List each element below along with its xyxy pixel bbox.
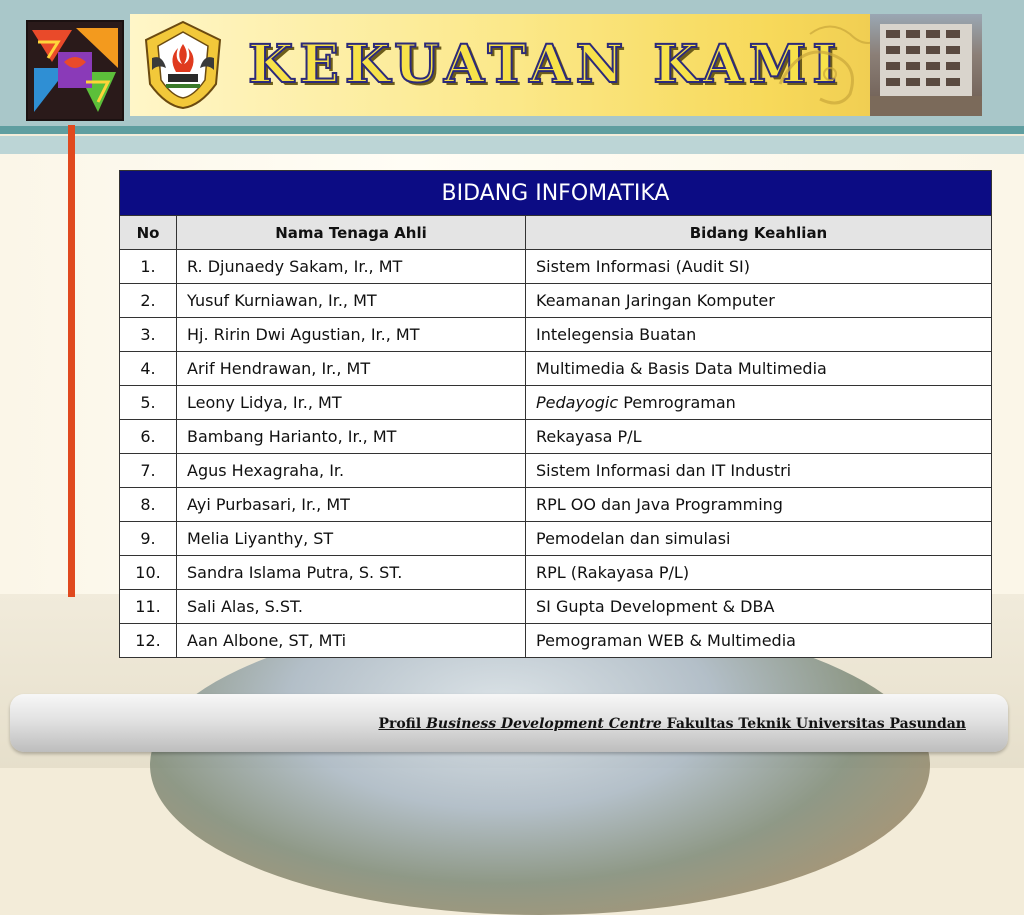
campus-building-photo (870, 14, 982, 116)
expert-name: Arif Hendrawan, Ir., MT (177, 352, 526, 386)
expertise-field: RPL OO dan Java Programming (526, 488, 992, 522)
table-title: BIDANG INFOMATIKA (120, 171, 992, 216)
expertise-field-rest: Pemrograman (618, 393, 736, 412)
page-title: KEKUATAN KAMI (248, 34, 843, 95)
column-header-no: No (120, 216, 177, 250)
table-row (120, 250, 992, 284)
experts-table (119, 170, 991, 658)
header-divider-light (0, 136, 1024, 154)
expert-name: Hj. Ririn Dwi Agustian, Ir., MT (177, 318, 526, 352)
expert-name: Sandra Islama Putra, S. ST. (177, 556, 526, 590)
expertise-field: SI Gupta Development & DBA (526, 590, 992, 624)
expert-name: Yusuf Kurniawan, Ir., MT (177, 284, 526, 318)
row-number: 6. (120, 420, 177, 454)
row-number: 7. (120, 454, 177, 488)
expertise-field-italic: Pedayogic (536, 393, 619, 412)
expertise-field: Sistem Informasi (Audit SI) (526, 250, 992, 284)
university-seal-logo (138, 18, 228, 112)
row-number: 11. (120, 590, 177, 624)
header-banner (130, 14, 982, 116)
expert-name: Agus Hexagraha, Ir. (177, 454, 526, 488)
footer-bar (10, 694, 1008, 752)
row-number: 9. (120, 522, 177, 556)
expert-name: Leony Lidya, Ir., MT (177, 386, 526, 420)
bdc-logo (26, 20, 124, 121)
header-divider-strip (0, 126, 1024, 134)
table-row (120, 522, 992, 556)
row-number: 8. (120, 488, 177, 522)
red-accent-line (68, 125, 75, 597)
expertise-field: Sistem Informasi dan IT Industri (526, 454, 992, 488)
expert-name: Melia Liyanthy, ST (177, 522, 526, 556)
expertise-field: RPL (Rakayasa P/L) (526, 556, 992, 590)
table-row (120, 454, 992, 488)
table-row (120, 624, 992, 658)
table-row (120, 352, 992, 386)
table-row (120, 318, 992, 352)
row-number: 5. (120, 386, 177, 420)
footer-caption (378, 716, 966, 732)
row-number: 3. (120, 318, 177, 352)
expertise-field: Rekayasa P/L (526, 420, 992, 454)
column-header-field: Bidang Keahlian (526, 216, 992, 250)
expertise-field: Pemodelan dan simulasi (526, 522, 992, 556)
table-row (120, 556, 992, 590)
expertise-field: Pemograman WEB & Multimedia (526, 624, 992, 658)
table-row (120, 420, 992, 454)
expert-name: Bambang Harianto, Ir., MT (177, 420, 526, 454)
expert-name: R. Djunaedy Sakam, Ir., MT (177, 250, 526, 284)
table-row (120, 386, 992, 420)
table-row (120, 488, 992, 522)
expert-name: Aan Albone, ST, MTi (177, 624, 526, 658)
footer-italic: Business Development Centre (426, 716, 662, 732)
table-row (120, 284, 992, 318)
row-number: 10. (120, 556, 177, 590)
expertise-field: Multimedia & Basis Data Multimedia (526, 352, 992, 386)
expertise-field: Keamanan Jaringan Komputer (526, 284, 992, 318)
row-number: 1. (120, 250, 177, 284)
expert-name: Sali Alas, S.ST. (177, 590, 526, 624)
row-number: 12. (120, 624, 177, 658)
expert-name: Ayi Purbasari, Ir., MT (177, 488, 526, 522)
globe-image (150, 615, 930, 915)
footer-prefix: Profil (378, 716, 427, 732)
row-number: 2. (120, 284, 177, 318)
column-header-name: Nama Tenaga Ahli (177, 216, 526, 250)
expertise-field: Intelegensia Buatan (526, 318, 992, 352)
expertise-field (526, 386, 992, 420)
row-number: 4. (120, 352, 177, 386)
footer-suffix: Fakultas Teknik Universitas Pasundan (661, 716, 966, 732)
table-row (120, 590, 992, 624)
